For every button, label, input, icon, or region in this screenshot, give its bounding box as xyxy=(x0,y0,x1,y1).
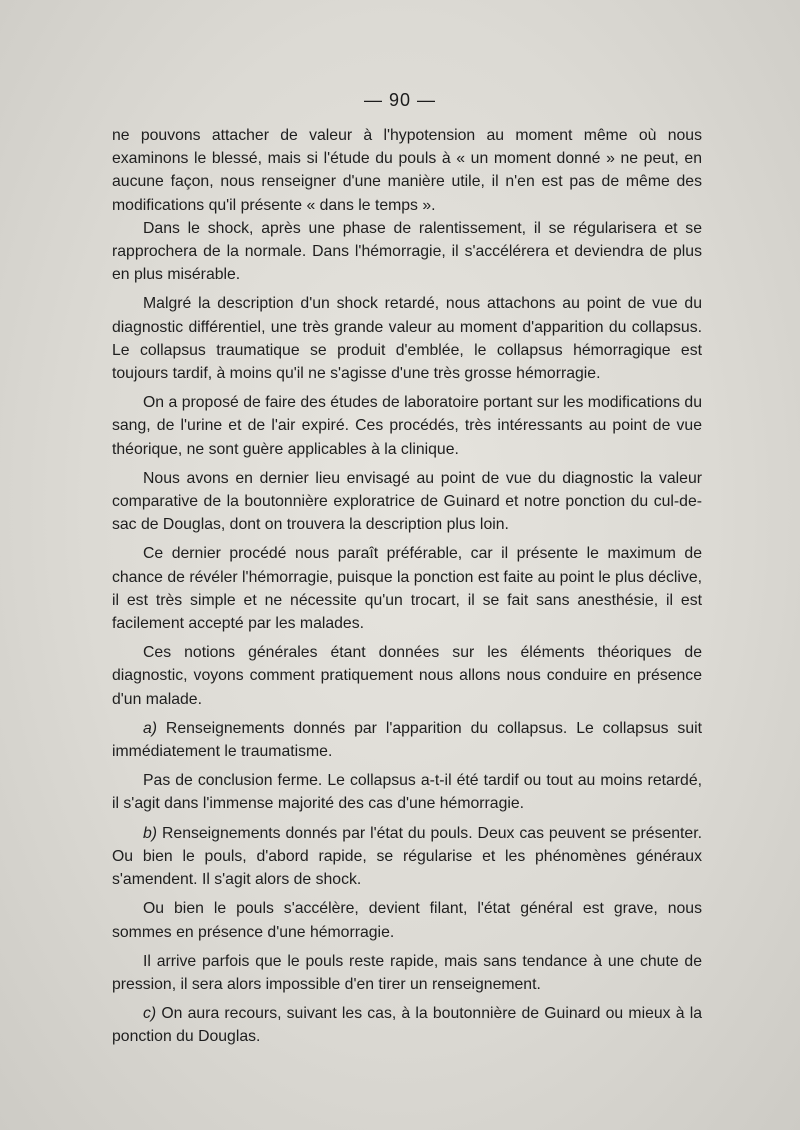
item-letter-c: c) xyxy=(143,1005,157,1023)
item-letter-a: a) xyxy=(143,719,158,737)
paragraph-shock-vs-hemorrhage: Dans le shock, après une phase de ralentissement, il se régularisera et se rapprochera de la normale. Dans l'hémorragie, il s'accélérera et deviendra de plus en plus misérable. xyxy=(112,219,702,284)
paragraph-puncture-preferable: Ce dernier procédé nous paraît préférable, car il présente le maximum de chance de révéler l'hémorragie, puisque la ponction est faite au point le plus déclive, il est très simple et ne nécessite qu'un trocart, il se fait sans anesthésie, il est facilement accepté par les malades. xyxy=(112,545,702,633)
paragraph-item-a xyxy=(112,717,702,763)
body-text xyxy=(112,124,702,1049)
paragraph-item-c xyxy=(112,1002,702,1048)
paragraph-no-firm-conclusion: Pas de conclusion ferme. Le collapsus a-t-il été tardif ou tout au moins retardé, il s'agit dans l'immense majorité des cas d'une hémorragie. xyxy=(112,772,702,813)
item-b-text: Renseignements donnés par l'état du pouls. Deux cas peuvent se présenter. Ou bien le pouls, d'abord rapide, se régularise et les phénomènes généraux s'amendent. Il s'agit alors de shock. xyxy=(112,824,702,889)
paragraph-pulse-stays-rapid: Il arrive parfois que le pouls reste rapide, mais sans tendance à une chute de pression, il sera alors impossible d'en tirer un renseignement. xyxy=(112,952,702,993)
item-c-text: On aura recours, suivant les cas, à la boutonnière de Guinard ou mieux à la ponction du Douglas. xyxy=(112,1005,702,1046)
paragraph-pulse-accelerates: Ou bien le pouls s'accélère, devient filant, l'état général est grave, nous sommes en présence d'une hémorragie. xyxy=(112,900,702,941)
page-number: — 90 — xyxy=(363,90,437,110)
paragraph-general-notions: Ces notions générales étant données sur les éléments théoriques de diagnostic, voyons comment pratiquement nous allons nous conduire en présence d'un malade. xyxy=(112,644,702,708)
item-letter-b: b) xyxy=(143,824,158,842)
paragraph-continuation: ne pouvons attacher de valeur à l'hypotension au moment même où nous examinons le blessé, mais si l'étude du pouls à « un moment donné » ne peut, en aucune façon, nous renseigner d'une manière utile, il n'en est pas de même des modifications qu'il présente « dans le temps ». xyxy=(112,127,702,214)
paragraph-collapse-timing: Malgré la description d'un shock retardé, nous attachons au point de vue du diagnostic différentiel, une très grande valeur au moment d'apparition du collapsus. Le collapsus traumatique se produit d'emblée, le collapsus hémorragique est toujours tardif, à moins qu'il ne s'agisse d'une très grosse hémorragie. xyxy=(112,295,702,383)
paragraph-laboratory-studies: On a proposé de faire des études de laboratoire portant sur les modifications du sang, de l'urine et de l'air expiré. Ces procédés, très intéressants au point de vue théorique, ne sont guère applicables à la clinique. xyxy=(112,394,702,458)
paragraph-item-b xyxy=(112,822,702,892)
item-a-text: Renseignements donnés par l'apparition du collapsus. Le collapsus suit immédiatement le traumatisme. xyxy=(112,719,702,761)
paragraph-guinard-douglas: Nous avons en dernier lieu envisagé au point de vue du diagnostic la valeur comparative de la boutonnière exploratrice de Guinard et notre ponction du cul-de-sac de Douglas, dont on trouvera la description plus loin. xyxy=(112,469,702,534)
